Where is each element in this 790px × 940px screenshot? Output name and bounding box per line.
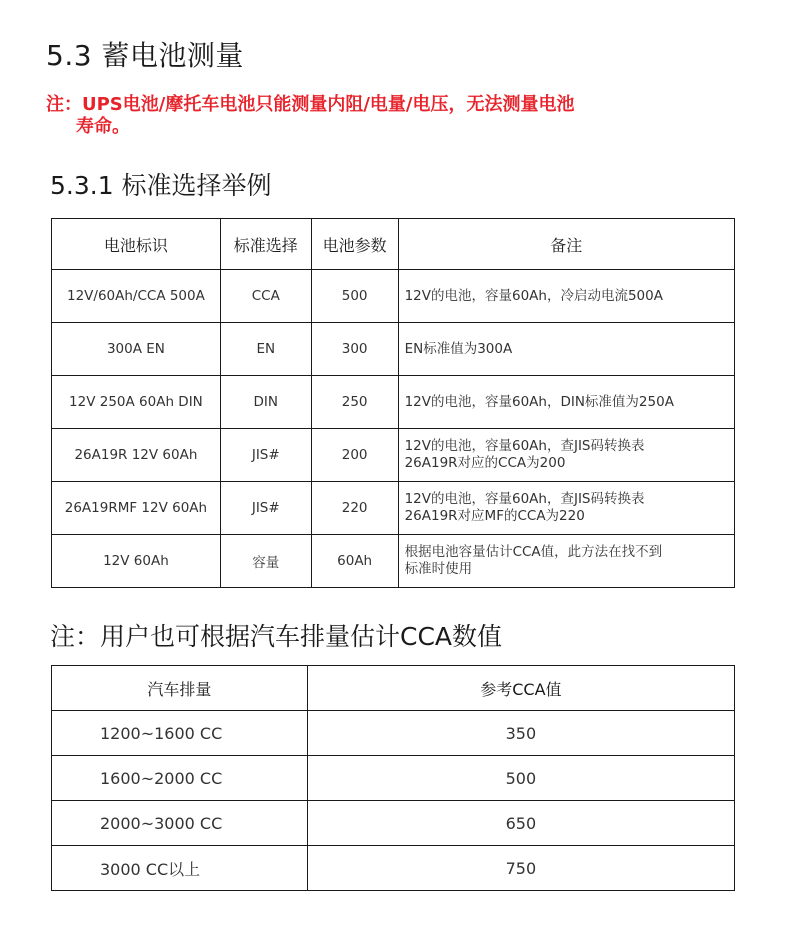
- cell-cca: 650: [307, 801, 734, 846]
- section-title: 5.3 蓄电池测量: [46, 39, 244, 72]
- cell-displacement: 1600~2000 CC: [52, 756, 308, 801]
- cell-standard: JIS#: [220, 429, 311, 482]
- header-param: 电池参数: [311, 219, 398, 270]
- remark-line: EN标准值为300A: [404, 340, 513, 357]
- table-row: [52, 801, 735, 846]
- cell-param: 300: [311, 323, 398, 376]
- table-row: [52, 535, 735, 588]
- cell-battery-id: 12V 60Ah: [52, 535, 221, 588]
- table-row: [52, 323, 735, 376]
- table-row: [52, 846, 735, 891]
- cell-battery-id: 300A EN: [52, 323, 221, 376]
- cell-cca: 500: [307, 756, 734, 801]
- subsection-title: 5.3.1 标准选择举例: [50, 171, 272, 200]
- cell-param: 500: [311, 270, 398, 323]
- cell-standard: JIS#: [220, 482, 311, 535]
- cell-param: 60Ah: [311, 535, 398, 588]
- cell-cca: 350: [307, 711, 734, 756]
- cell-remark: [398, 323, 734, 376]
- remark-line: 26A19R对应的CCA为200: [404, 455, 566, 471]
- cell-standard: EN: [220, 323, 311, 376]
- cell-remark: [398, 535, 734, 588]
- cell-battery-id: 12V/60Ah/CCA 500A: [52, 270, 221, 323]
- displacement-note-title: 注：用户也可根据汽车排量估计CCA数值: [50, 622, 503, 651]
- table-row: [52, 270, 735, 323]
- header-standard: 标准选择: [220, 219, 311, 270]
- warning-note: [46, 94, 746, 138]
- remark-line: 12V的电池，容量60Ah，查JIS码转换表: [404, 491, 645, 507]
- standard-selection-table: [51, 218, 735, 588]
- table-row: [52, 429, 735, 482]
- header-displacement: 汽车排量: [52, 666, 308, 711]
- cell-param: 200: [311, 429, 398, 482]
- remark-line: 26A19R对应MF的CCA为220: [404, 508, 585, 524]
- header-reference-cca: 参考CCA值: [307, 666, 734, 711]
- cell-param: 220: [311, 482, 398, 535]
- table-row: [52, 482, 735, 535]
- header-battery-id: 电池标识: [52, 219, 221, 270]
- cell-battery-id: 26A19R 12V 60Ah: [52, 429, 221, 482]
- remark-line: 12V的电池，容量60Ah，冷启动电流500A: [404, 287, 663, 304]
- cell-displacement: 3000 CC以上: [52, 846, 308, 891]
- cell-remark: [398, 376, 734, 429]
- cell-displacement: 1200~1600 CC: [52, 711, 308, 756]
- remark-line: 根据电池容量估计CCA值，此方法在找不到: [404, 544, 663, 560]
- cell-standard: CCA: [220, 270, 311, 323]
- header-remark: 备注: [398, 219, 734, 270]
- cell-standard: DIN: [220, 376, 311, 429]
- cell-remark: [398, 429, 734, 482]
- cell-cca: 750: [307, 846, 734, 891]
- remark-line: 12V的电池，容量60Ah，查JIS码转换表: [404, 438, 645, 454]
- cell-remark: [398, 482, 734, 535]
- table-row: [52, 711, 735, 756]
- cell-battery-id: 26A19RMF 12V 60Ah: [52, 482, 221, 535]
- remark-line: 标准时使用: [404, 561, 473, 577]
- displacement-cca-table: [51, 665, 735, 891]
- warning-note-line1: 注：UPS电池/摩托车电池只能测量内阻/电量/电压，无法测量电池: [46, 94, 575, 115]
- remark-line: 12V的电池，容量60Ah，DIN标准值为250A: [404, 393, 674, 410]
- table-row: [52, 376, 735, 429]
- cell-displacement: 2000~3000 CC: [52, 801, 308, 846]
- cell-remark: [398, 270, 734, 323]
- cell-battery-id: 12V 250A 60Ah DIN: [52, 376, 221, 429]
- table-row: [52, 756, 735, 801]
- warning-note-line2: 寿命。: [76, 116, 130, 137]
- cell-standard: 容量: [220, 535, 311, 588]
- cell-param: 250: [311, 376, 398, 429]
